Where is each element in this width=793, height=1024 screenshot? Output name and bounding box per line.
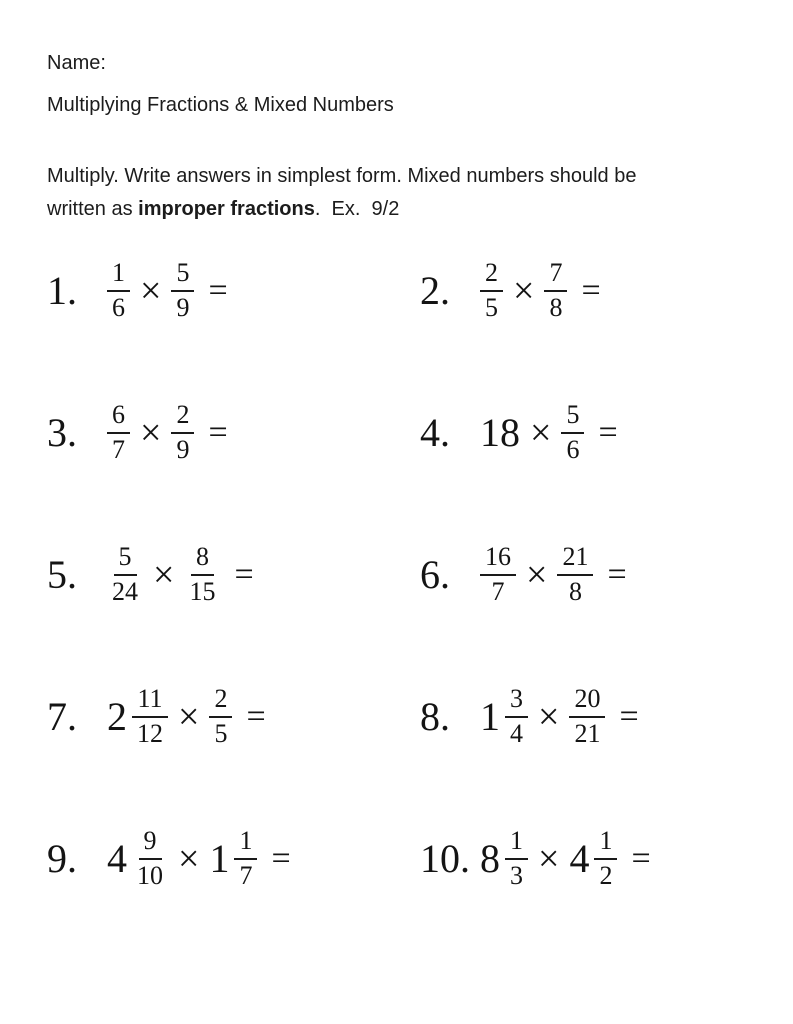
fraction-numerator: 11 [132,685,167,718]
whole-number: 1 [480,694,500,739]
fraction-numerator: 2 [171,401,194,434]
problem-2 [420,259,753,322]
fraction [561,401,584,464]
mixed-number [107,685,168,748]
fraction [171,259,194,322]
multiply-sign: × [178,838,200,880]
fraction [107,543,143,606]
fraction-denominator: 3 [510,861,523,890]
fraction [234,827,257,890]
problem-8 [420,685,753,748]
equals-sign: = [234,556,254,593]
fraction [107,259,130,322]
fraction-denominator: 7 [491,577,505,606]
problem-4 [420,401,753,464]
instructions-line2-prefix: written as [47,198,139,220]
instructions [47,160,727,226]
equals-sign: = [271,840,291,877]
equals-sign: = [246,698,266,735]
problem-10 [420,827,753,890]
fraction [594,827,617,890]
whole-number: 1 [209,836,230,881]
fraction-denominator: 5 [214,719,228,748]
fraction-denominator: 4 [510,719,523,748]
fraction-denominator: 6 [566,435,580,464]
problem-1 [47,259,420,322]
fraction-numerator: 3 [505,685,528,718]
equals-sign: = [619,698,639,735]
fraction-numerator: 9 [139,827,162,860]
fraction-denominator: 8 [568,577,582,606]
fraction [480,259,503,322]
fraction-numerator: 5 [561,401,584,434]
multiply-sign: × [530,412,552,454]
problem-3 [47,401,420,464]
fraction-numerator: 1 [594,827,617,860]
instructions-line2-suffix: . Ex. 9/2 [314,198,400,220]
fraction-numerator: 5 [171,259,194,292]
equals-sign: = [607,556,627,593]
whole-number: 2 [107,694,127,739]
name-label: Name: [47,52,106,74]
fraction-numerator: 7 [544,259,567,292]
problem-number: 7. [47,694,77,739]
fraction [544,259,567,322]
multiply-sign: × [538,696,560,738]
fraction [132,827,168,890]
page-title: Multiplying Fractions & Mixed Numbers [47,94,394,116]
equals-sign: = [208,414,228,451]
fraction-denominator: 21 [574,719,601,748]
multiply-sign: × [538,838,560,880]
problem-number: 5. [47,552,77,597]
fraction [557,543,593,606]
equals-sign: = [581,272,601,309]
fraction-denominator: 7 [239,861,253,890]
instructions-line1: Multiply. Write answers in simplest form. Mixed numbers should be [47,165,637,187]
fraction [505,827,528,890]
mixed-number [480,827,528,890]
equals-sign: = [208,272,228,309]
problem-number: 3. [47,410,77,455]
fraction-denominator: 6 [112,293,125,322]
fraction-denominator: 24 [112,577,138,606]
problem-number: 8. [420,694,450,739]
fraction-numerator: 2 [480,259,503,292]
mixed-number [209,827,257,890]
fraction-numerator: 20 [569,685,605,718]
fraction-numerator: 16 [480,543,516,576]
multiply-sign: × [178,696,200,738]
fraction [184,543,220,606]
fraction-numerator: 1 [505,827,528,860]
whole-number: 4 [107,836,127,881]
instructions-bold: improper fractions [138,198,315,220]
fraction [171,401,194,464]
whole-number: 8 [480,836,500,881]
problem-6 [420,543,753,606]
problem-number: 2. [420,268,450,313]
fraction [107,401,130,464]
fraction [569,685,605,748]
fraction-numerator: 2 [209,685,232,718]
problem-number: 1. [47,268,77,313]
mixed-number [569,827,617,890]
fraction-denominator: 7 [112,435,125,464]
fraction-numerator: 1 [234,827,257,860]
fraction-denominator: 15 [189,577,216,606]
multiply-sign: × [526,554,548,596]
fraction-denominator: 9 [176,435,190,464]
mixed-number [480,685,528,748]
problem-number: 6. [420,552,450,597]
problem-7 [47,685,420,748]
multiply-sign: × [153,554,175,596]
fraction-numerator: 21 [557,543,593,576]
fraction-denominator: 2 [599,861,613,890]
fraction-denominator: 5 [485,293,498,322]
problems-grid [47,220,753,930]
problem-number: 10. [420,836,470,881]
equals-sign: = [598,414,618,451]
fraction-denominator: 9 [176,293,190,322]
multiply-sign: × [513,270,535,312]
fraction-denominator: 8 [549,293,563,322]
fraction-denominator: 12 [137,719,163,748]
fraction-numerator: 1 [107,259,130,292]
mixed-number [107,827,168,890]
equals-sign: = [631,840,651,877]
fraction-numerator: 6 [107,401,130,434]
multiply-sign: × [140,270,162,312]
whole-number: 18 [480,410,520,455]
problem-number: 9. [47,836,77,881]
fraction [209,685,232,748]
multiply-sign: × [140,412,162,454]
problem-5 [47,543,420,606]
fraction-numerator: 8 [191,543,214,576]
fraction-numerator: 5 [114,543,137,576]
fraction-denominator: 10 [137,861,163,890]
fraction [480,543,516,606]
whole-number: 4 [569,836,590,881]
problem-number: 4. [420,410,450,455]
fraction [505,685,528,748]
fraction [132,685,168,748]
problem-9 [47,827,420,890]
